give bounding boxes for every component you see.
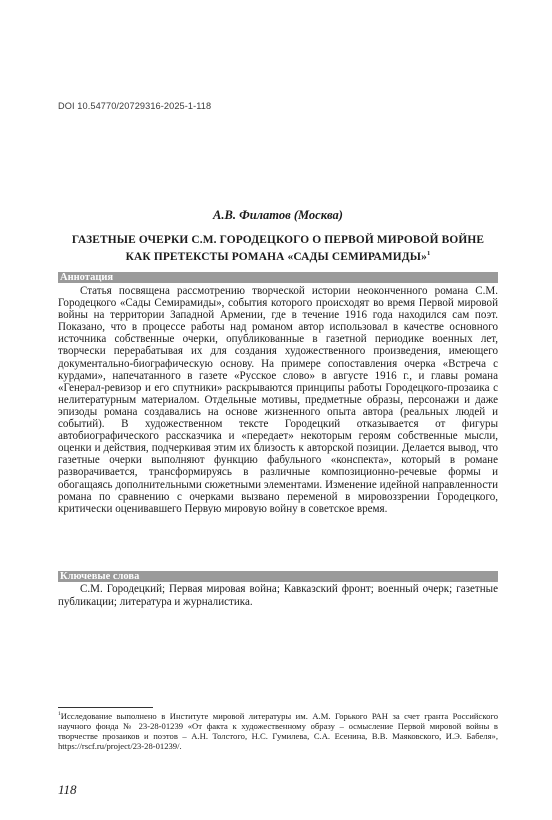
title-footnote-mark: 1: [426, 250, 431, 257]
doi-line: DOI 10.54770/20729316-2025-1-118: [58, 101, 212, 111]
author-line: А.В. Филатов (Москва): [213, 208, 343, 222]
article-title: [58, 233, 498, 264]
footnote: [58, 709, 498, 752]
footnote-text: Исследование выполнено в Институте мировой литературы им. А.М. Горького РАН за счет гранта Российского научного фонда № 23-28-01239 «От факта к художественному образу – осмысление Первой мировой войны в творчестве прозаиков и поэтов – А.Н. Толстого, Н.С. Гумилева, С.А. Есенина, В.В. Маяковского, И.Э. Бабеля», https://rscf.ru/project/23-28-01239/.: [58, 710, 498, 752]
title-text: ГАЗЕТНЫЕ ОЧЕРКИ С.М. ГОРОДЕЦКОГО О ПЕРВОЙ МИРОВОЙ ВОЙНЕ КАК ПРЕТЕКСТЫ РОМАНА «САДЫ СЕМИРАМИДЫ»: [71, 234, 485, 263]
footnote-rule: [58, 707, 153, 708]
abstract-heading: Аннотация: [58, 272, 498, 283]
abstract-text: Статья посвящена рассмотрению творческой истории неоконченного романа С.М. Городецкого «Сады Семирамиды», события которого происходят во время Первой мировой войны на территории Западной Армении, где в течение 1916 года находился сам поэт. Показано, что в процессе работы над романом автор использовал в качестве основного источника собственные очерки, опубликованные в газетной периодике военных лет, творчески перерабатывая их для создания художественного произведения, имеющего документально-биографическую основу. На примере сопоставления очерка «Встреча с курдами», напечатанного в газете «Русское слово» в августе 1916 г., и главы романа «Генерал-ревизор и его спутники» раскрываются принципы работы Городецкого-прозаика с нелитературным материалом. Отдельные мотивы, предметные образы, персонажи и даже эпизоды романа создавались на основе жизненного опыта автора (реальных людей и событий). В художественном тексте Городецкий отказывается от фигуры автобиографического рассказчика и «передает» некоторым героям собственные мысли, оценки и действия, подчеркивая этим их близость к авторской позиции. Делается вывод, что газетные очерки выполняют функцию фабульного «конспекта», который в романе разворачивается, трансформируясь в различные композиционно-речевые формы и обогащаясь дополнительными сюжетными элементами. Изменение идейной направленности романа по сравнению с очерками вызвано переменой в мировоззрении Городецкого, критически оценивавшего Первую мировую войну в советское время.: [58, 285, 498, 515]
keywords-heading: Ключевые слова: [58, 571, 498, 582]
keywords-text: С.М. Городецкий; Первая мировая война; Кавказский фронт; военный очерк; газетные публикации; литература и журналистика.: [58, 583, 498, 608]
footnote-mark: 1: [58, 711, 61, 717]
page-number: 118: [58, 782, 77, 797]
